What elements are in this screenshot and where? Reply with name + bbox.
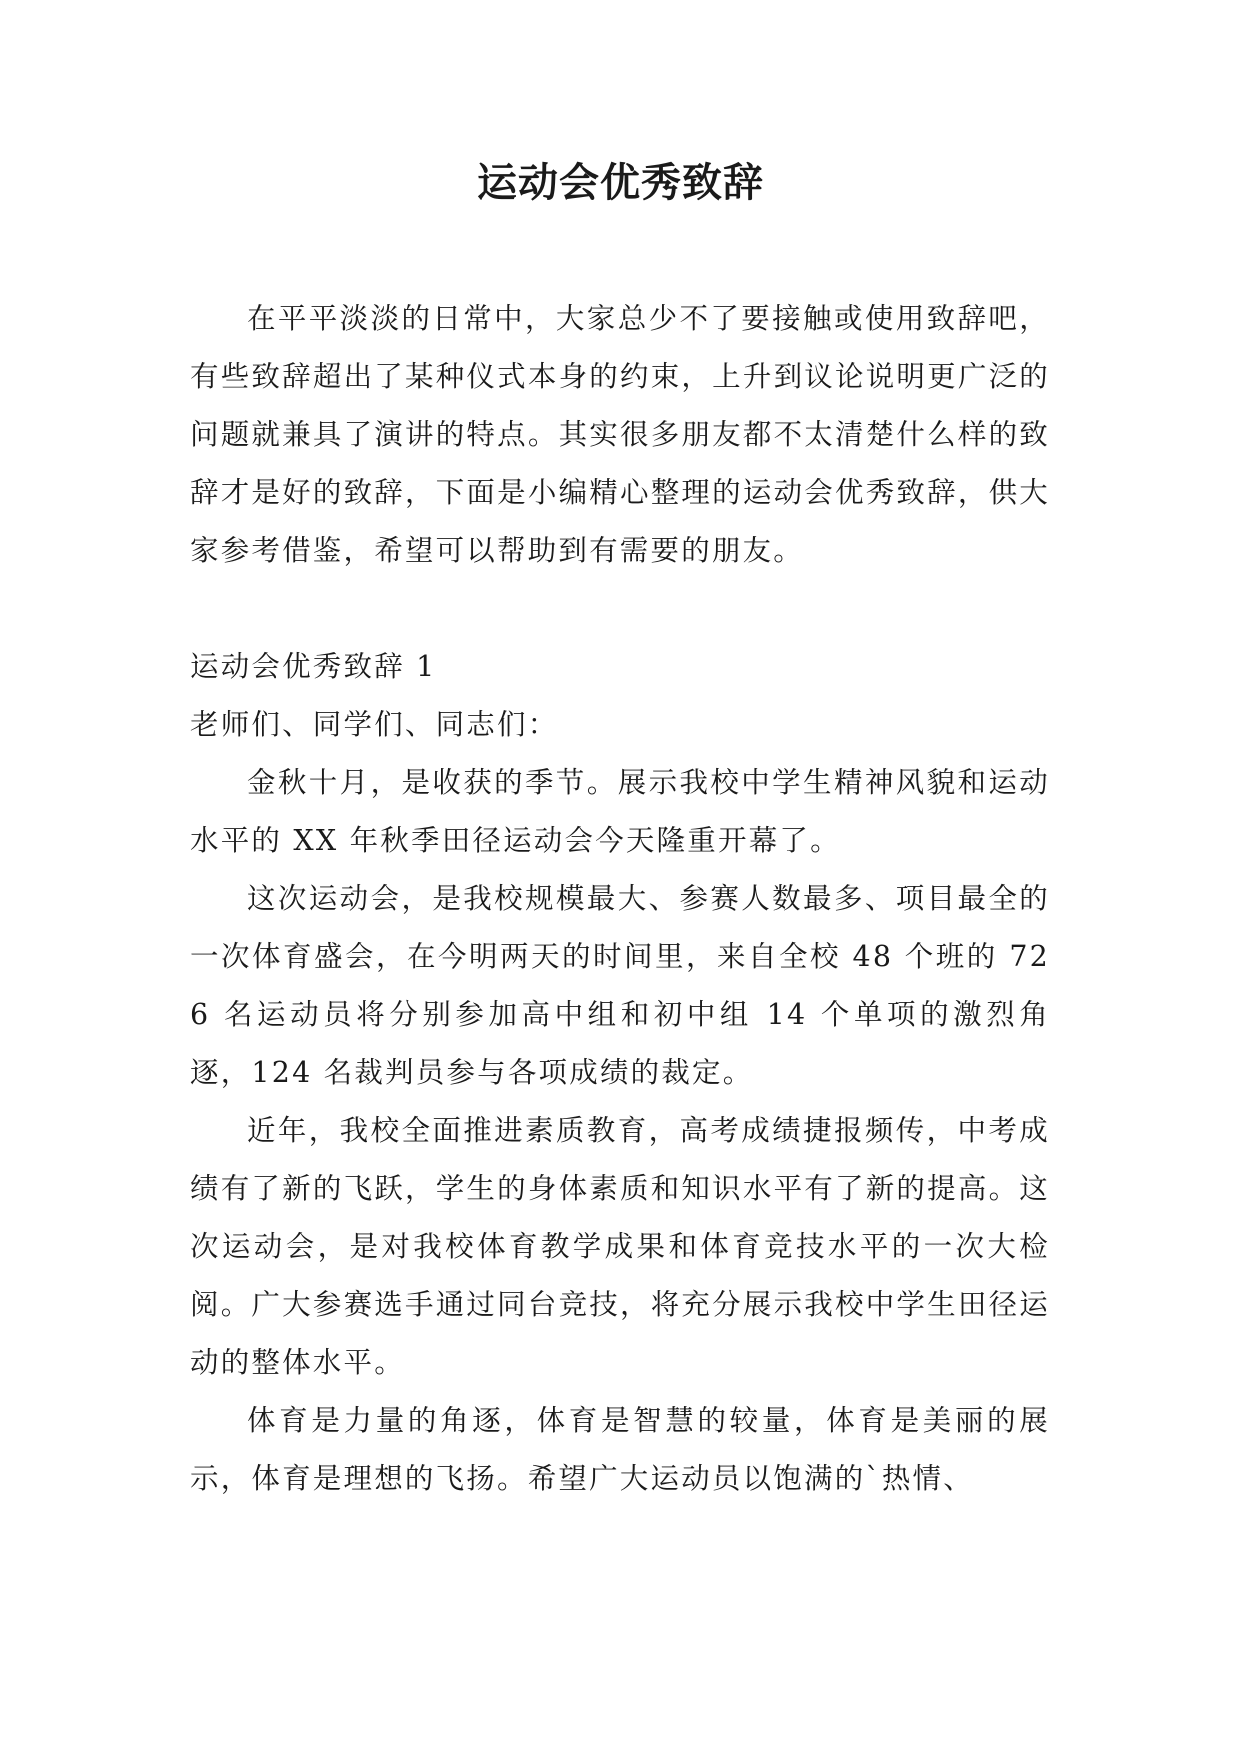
body-paragraph-4: 体育是力量的角逐，体育是智慧的较量，体育是美丽的展示，体育是理想的飞扬。希望广大运动员以饱满的`热情、 (190, 1404, 1050, 1495)
document-body (190, 290, 1050, 1508)
document-title: 运动会优秀致辞 (477, 160, 764, 206)
paragraph-spacer (190, 580, 1050, 638)
body-paragraph-1: 金秋十月，是收获的季节。展示我校中学生精神风貌和运动水平的 XX 年秋季田径运动会今天隆重开幕了。 (190, 766, 1050, 857)
body-paragraph-3: 近年，我校全面推进素质教育，高考成绩捷报频传，中考成绩有了新的飞跃，学生的身体素质和知识水平有了新的提高。这次运动会，是对我校体育教学成果和体育竞技水平的一次大检阅。广大参赛选手通过同台竞技，将充分展示我校中学生田径运动的整体水平。 (190, 1114, 1050, 1379)
body-paragraph-2: 这次运动会，是我校规模最大、参赛人数最多、项目最全的一次体育盛会，在今明两天的时间里，来自全校 48 个班的 726 名运动员将分别参加高中组和初中组 14 个单项的激烈角逐，124 名裁判员参与各项成绩的裁定。 (190, 882, 1050, 1089)
salutation: 老师们、同学们、同志们： (190, 708, 559, 741)
section-heading: 运动会优秀致辞 1 (190, 650, 437, 683)
intro-paragraph: 在平平淡淡的日常中，大家总少不了要接触或使用致辞吧，有些致辞超出了某种仪式本身的约束，上升到议论说明更广泛的问题就兼具了演讲的特点。其实很多朋友都不太清楚什么样的致辞才是好的致辞，下面是小编精心整理的运动会优秀致辞，供大家参考借鉴，希望可以帮助到有需要的朋友。 (190, 302, 1050, 567)
